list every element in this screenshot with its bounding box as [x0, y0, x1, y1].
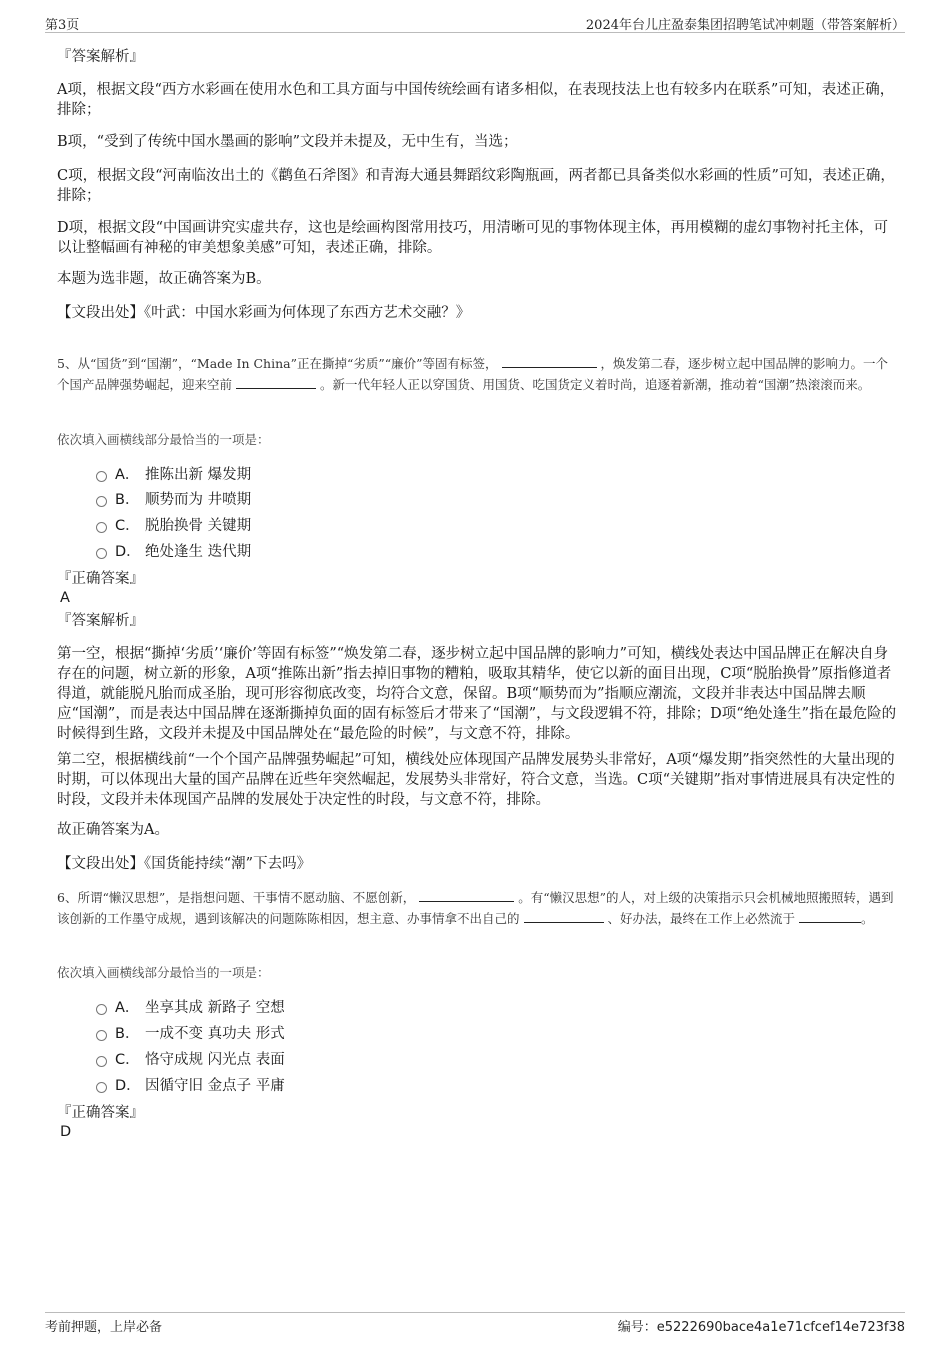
- question-5-option-a[interactable]: A． 推陈出新 爆发期: [96, 465, 251, 485]
- radio-button[interactable]: [96, 522, 107, 533]
- correct-answer-heading: 『正确答案』: [57, 1105, 144, 1121]
- question-5-option-c[interactable]: C． 脱胎换骨 关键期: [96, 516, 251, 536]
- analysis-heading: 『答案解析』: [57, 613, 144, 629]
- fill-blank: [236, 374, 316, 389]
- analysis-option-d: D项，根据文段“中国画讲究实虚共存，这也是绘画构图常用技巧，用清晰可见的事物体现主体，再用模糊的虚幻事物衬托主体，可以让整幅画有神秘的审美想象美感”可知，表述正确，排除。: [57, 220, 889, 256]
- radio-button[interactable]: [96, 1030, 107, 1041]
- correct-answer: D: [60, 1124, 72, 1140]
- question-5-text: 5、从“国货”到“国潮”，“Made In China”正在撕掉“劣质”“廉价”等固有标签， ，焕发第二春，逐步树立起中国品牌的影响力。一个个国产品牌强势崛起，迎来空前 。新一代年轻人正以穿国货、用国货、吃国货定义着时尚，追逐着新潮，推动着“国潮”热滚滚而来。: [57, 353, 897, 395]
- page-footer: [45, 1312, 905, 1335]
- question-5-option-b[interactable]: B． 顺势而为 井喷期: [96, 490, 251, 510]
- question-6-text: 6、所谓“懒汉思想”，是指想问题、干事情不愿动脑、不愿创新， 。有“懒汉思想”的人，对上级的决策指示只会机械地照搬照转，遇到该创新的工作墨守成规，遇到该解决的问题陈陈相因，想主意、办事情拿不出自己的 、好办法，最终在工作上必然流于 。: [57, 887, 897, 929]
- fill-blank: [419, 887, 514, 902]
- radio-button[interactable]: [96, 1082, 107, 1093]
- question-5-option-d[interactable]: D． 绝处逢生 迭代期: [96, 542, 251, 562]
- question-6-option-d[interactable]: D． 因循守旧 金点子 平庸: [96, 1076, 285, 1096]
- question-6-option-a[interactable]: A． 坐享其成 新路子 空想: [96, 998, 285, 1018]
- radio-button[interactable]: [96, 496, 107, 507]
- analysis-option-c: C项，根据文段“河南临汝出土的《鹳鱼石斧图》和青海大通县舞蹈纹彩陶瓶画，两者都已具备类似水彩画的性质”可知，表述正确，排除；: [57, 168, 895, 204]
- analysis-second-blank: 第二空，根据横线前“一个个国产品牌强势崛起”可知，横线处应体现国产品牌发展势头非常好，A项“爆发期”指突然性的大量出现的时期，可以体现出大量的国产品牌在近些年突然崛起，发展势头非常好，符合文意，当选。C项“关键期”指对事情进展具有决定性的时段，文段并未体现国产品牌的发展处于决定性的时段，与文意不符，排除。: [57, 752, 895, 808]
- correct-answer: A: [60, 590, 70, 606]
- document-title: 2024年台儿庄盈泰集团招聘笔试冲刺题（带答案解析）: [585, 18, 905, 33]
- analysis-conclusion: 故正确答案为A。: [57, 822, 169, 838]
- fill-blank: [524, 908, 604, 923]
- document-code: 编号：e5222690bace4a1e71cfcef14e723f38: [617, 1320, 905, 1335]
- fill-blank: [799, 908, 861, 923]
- correct-answer-heading: 『正确答案』: [57, 571, 144, 587]
- radio-button[interactable]: [96, 1056, 107, 1067]
- analysis-conclusion: 本题为选非题，故正确答案为B。: [57, 271, 271, 287]
- analysis-option-a: A项，根据文段“西方水彩画在使用水色和工具方面与中国传统绘画有诸多相似，在表现技法上也有较多内在联系”可知，表述正确，排除；: [57, 82, 895, 118]
- source-citation: 【文段出处】《国货能持续“潮”下去吗》: [57, 856, 312, 872]
- question-6-option-b[interactable]: B． 一成不变 真功夫 形式: [96, 1024, 285, 1044]
- question-6-option-c[interactable]: C． 恪守成规 闪光点 表面: [96, 1050, 285, 1070]
- analysis-option-b: B项，“受到了传统中国水墨画的影响”文段并未提及，无中生有，当选；: [57, 134, 518, 150]
- analysis-first-blank: 第一空，根据“撕掉‘劣质’‘廉价’等固有标签”“焕发第二春，逐步树立起中国品牌的影响力”可知，横线处表达中国品牌正在解决自身存在的问题，树立新的形象，A项“推陈出新”指去掉旧事物的糟粕，吸取其精华，使它以新的面目出现，C项“脱胎换骨”原指修道者得道，就能脱凡胎而成圣胎，现可形容彻底改变，均符合文意，保留。B项“顺势而为”指顺应潮流，文段并非表达中国品牌去顺应“国潮”，而是表达中国品牌在逐渐撕掉负面的固有标签后才带来了“国潮”，与文段逻辑不符，排除；D项“绝处逢生”指在最危险的时候得到生路，文段并未提及中国品牌处在“最危险的时候”，与文意不符，排除。: [57, 646, 897, 742]
- question-5-instruction: 依次填入画横线部分最恰当的一项是：: [57, 432, 270, 447]
- source-citation: 【文段出处】《叶武：中国水彩画为何体现了东西方艺术交融？》: [57, 305, 471, 321]
- footer-slogan: 考前押题，上岸必备: [45, 1320, 163, 1335]
- radio-button[interactable]: [96, 1004, 107, 1015]
- question-6-instruction: 依次填入画横线部分最恰当的一项是：: [57, 965, 270, 980]
- radio-button[interactable]: [96, 548, 107, 559]
- page-header: [45, 12, 905, 33]
- analysis-heading: 『答案解析』: [57, 49, 144, 65]
- fill-blank: [502, 353, 597, 368]
- radio-button[interactable]: [96, 471, 107, 482]
- page-number: 第3页: [45, 18, 80, 33]
